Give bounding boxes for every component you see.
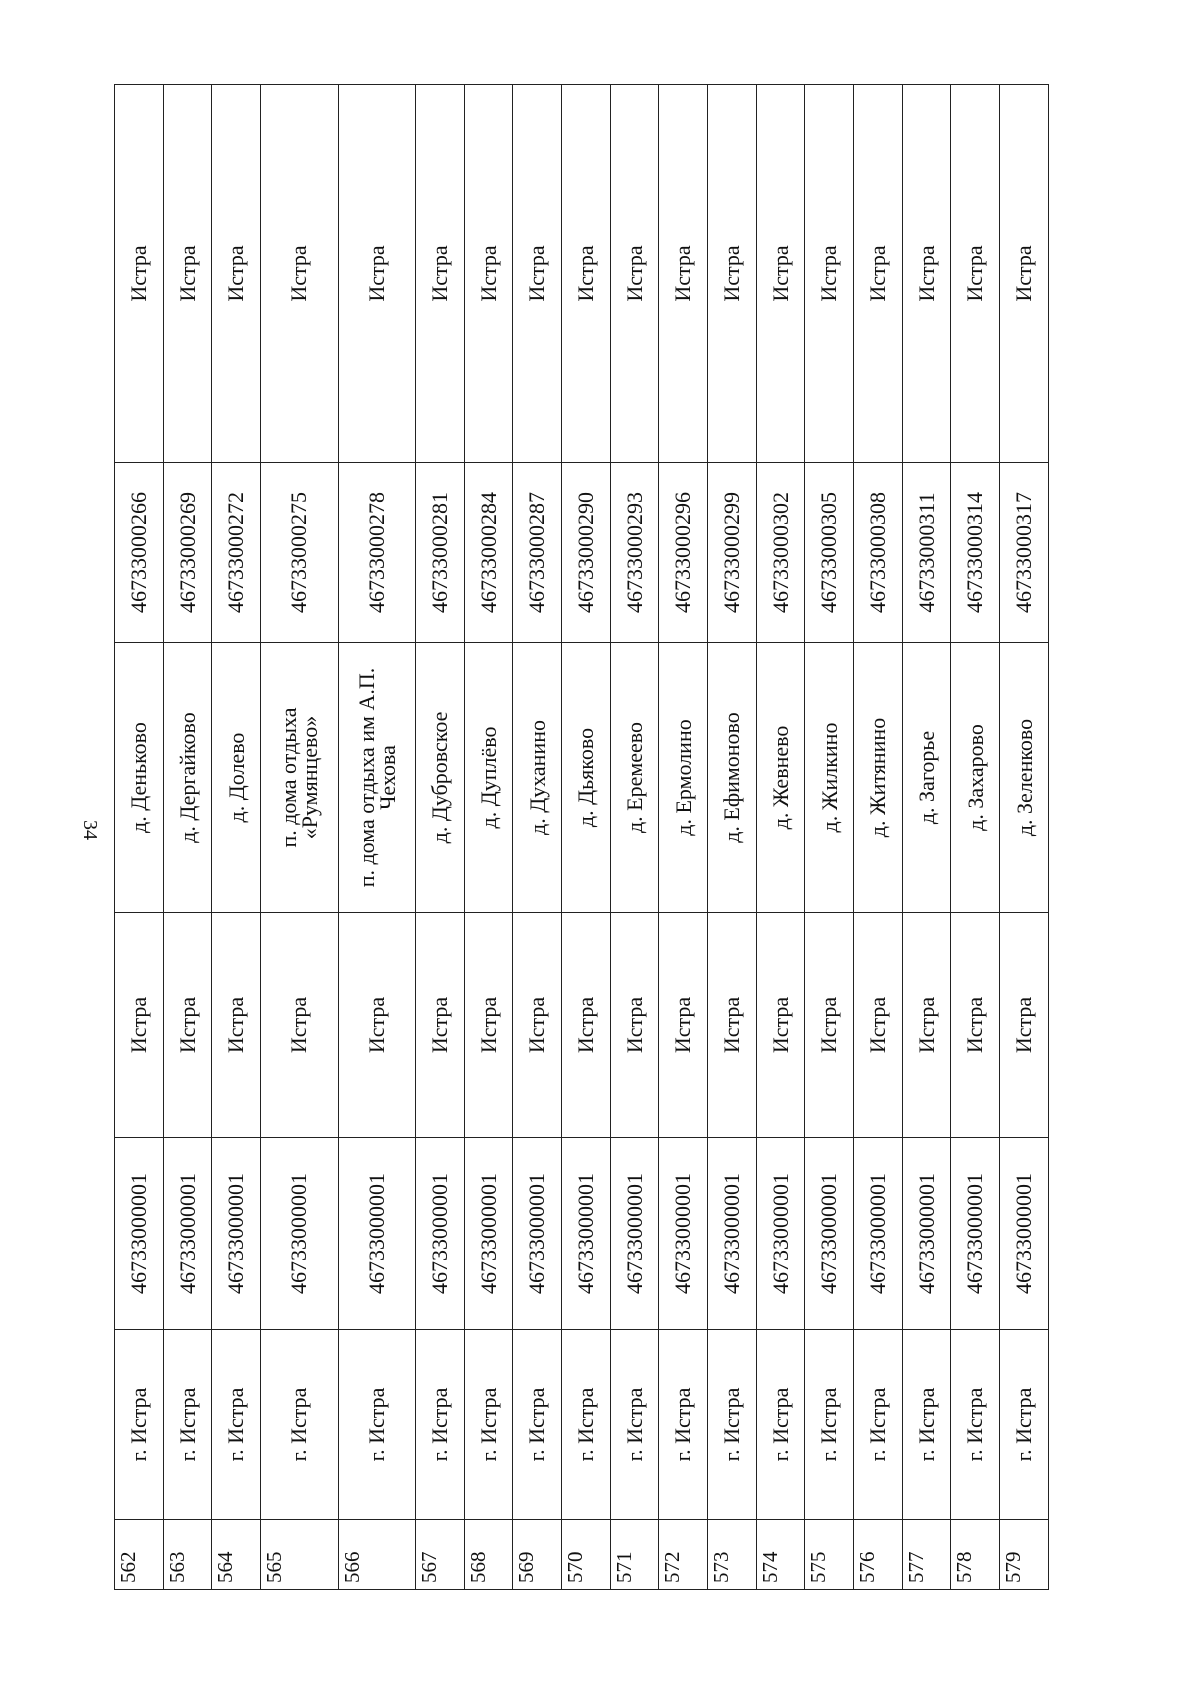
locality-municipality-cell: Истра xyxy=(416,85,465,463)
locality-oktmo-code-cell: 46733000284 xyxy=(464,463,513,643)
locality-cell: п. дома отдыха им А.П. Чехова xyxy=(338,643,416,913)
row-number: 567 xyxy=(416,1520,465,1590)
row-number: 574 xyxy=(756,1520,805,1590)
municipality-cell: Истра xyxy=(212,913,261,1138)
table-row xyxy=(513,85,562,1590)
locality-oktmo-code-cell: 46733000317 xyxy=(1000,463,1049,643)
settlement-cell: г. Истра xyxy=(416,1330,465,1520)
oktmo-code-cell: 46733000001 xyxy=(1000,1138,1049,1330)
oktmo-code-cell: 46733000001 xyxy=(659,1138,708,1330)
municipality-cell: Истра xyxy=(659,913,708,1138)
locality-oktmo-code-cell: 46733000266 xyxy=(115,463,164,643)
settlement-cell: г. Истра xyxy=(212,1330,261,1520)
settlement-cell: г. Истра xyxy=(261,1330,339,1520)
locality-oktmo-code-cell: 46733000287 xyxy=(513,463,562,643)
locality-cell: д. Духанино xyxy=(513,643,562,913)
locality-municipality-cell: Истра xyxy=(163,85,212,463)
table-row xyxy=(902,85,951,1590)
table-row xyxy=(951,85,1000,1590)
row-number: 571 xyxy=(610,1520,659,1590)
locality-municipality-cell: Истра xyxy=(115,85,164,463)
row-number: 579 xyxy=(1000,1520,1049,1590)
table-row xyxy=(464,85,513,1590)
locality-municipality-cell: Истра xyxy=(513,85,562,463)
locality-cell: д. Дьяково xyxy=(562,643,611,913)
municipality-cell: Истра xyxy=(708,913,757,1138)
municipality-cell: Истра xyxy=(163,913,212,1138)
locality-oktmo-code-cell: 46733000308 xyxy=(854,463,903,643)
table-row xyxy=(854,85,903,1590)
settlement-cell: г. Истра xyxy=(464,1330,513,1520)
municipality-cell: Истра xyxy=(115,913,164,1138)
locality-cell: д. Долево xyxy=(212,643,261,913)
row-number: 562 xyxy=(115,1520,164,1590)
locality-cell: д. Жевнево xyxy=(756,643,805,913)
locality-cell: д. Зеленково xyxy=(1000,643,1049,913)
locality-cell: д. Загорье xyxy=(902,643,951,913)
locality-cell: д. Деньково xyxy=(115,643,164,913)
locality-municipality-cell: Истра xyxy=(708,85,757,463)
municipality-cell: Истра xyxy=(513,913,562,1138)
settlement-cell: г. Истра xyxy=(115,1330,164,1520)
municipality-cell: Истра xyxy=(854,913,903,1138)
row-number: 564 xyxy=(212,1520,261,1590)
table-row xyxy=(416,85,465,1590)
locality-municipality-cell: Истра xyxy=(659,85,708,463)
locality-municipality-cell: Истра xyxy=(854,85,903,463)
locality-oktmo-code-cell: 46733000314 xyxy=(951,463,1000,643)
municipality-cell: Истра xyxy=(261,913,339,1138)
table-row xyxy=(805,85,854,1590)
locality-oktmo-code-cell: 46733000275 xyxy=(261,463,339,643)
locality-cell: д. Дергайково xyxy=(163,643,212,913)
oktmo-code-cell: 46733000001 xyxy=(708,1138,757,1330)
row-number: 578 xyxy=(951,1520,1000,1590)
row-number: 570 xyxy=(562,1520,611,1590)
municipality-cell: Истра xyxy=(338,913,416,1138)
locality-oktmo-code-cell: 46733000278 xyxy=(338,463,416,643)
locality-cell: д. Ермолино xyxy=(659,643,708,913)
municipality-cell: Истра xyxy=(756,913,805,1138)
table-row xyxy=(163,85,212,1590)
table-row xyxy=(659,85,708,1590)
table-row xyxy=(610,85,659,1590)
municipality-cell: Истра xyxy=(562,913,611,1138)
row-number: 569 xyxy=(513,1520,562,1590)
oktmo-code-cell: 46733000001 xyxy=(115,1138,164,1330)
locality-municipality-cell: Истра xyxy=(951,85,1000,463)
oktmo-code-cell: 46733000001 xyxy=(805,1138,854,1330)
oktmo-code-cell: 46733000001 xyxy=(338,1138,416,1330)
locality-oktmo-code-cell: 46733000311 xyxy=(902,463,951,643)
locality-cell: д. Ефимоново xyxy=(708,643,757,913)
locality-cell: д. Жилкино xyxy=(805,643,854,913)
locality-municipality-cell: Истра xyxy=(562,85,611,463)
locality-oktmo-code-cell: 46733000296 xyxy=(659,463,708,643)
row-number: 573 xyxy=(708,1520,757,1590)
oktmo-code-cell: 46733000001 xyxy=(756,1138,805,1330)
settlement-cell: г. Истра xyxy=(756,1330,805,1520)
locality-cell: д. Захарово xyxy=(951,643,1000,913)
settlement-cell: г. Истра xyxy=(562,1330,611,1520)
table-row xyxy=(115,85,164,1590)
settlement-cell: г. Истра xyxy=(708,1330,757,1520)
locality-oktmo-code-cell: 46733000272 xyxy=(212,463,261,643)
locality-cell: д. Еремеево xyxy=(610,643,659,913)
table-row xyxy=(756,85,805,1590)
municipality-cell: Истра xyxy=(1000,913,1049,1138)
row-number: 566 xyxy=(338,1520,416,1590)
table-row xyxy=(338,85,416,1590)
settlement-cell: г. Истра xyxy=(854,1330,903,1520)
oktmo-code-cell: 46733000001 xyxy=(513,1138,562,1330)
locality-municipality-cell: Истра xyxy=(261,85,339,463)
municipality-cell: Истра xyxy=(902,913,951,1138)
settlement-cell: г. Истра xyxy=(610,1330,659,1520)
settlement-cell: г. Истра xyxy=(1000,1330,1049,1520)
row-number: 568 xyxy=(464,1520,513,1590)
municipality-cell: Истра xyxy=(610,913,659,1138)
locality-oktmo-code-cell: 46733000290 xyxy=(562,463,611,643)
settlement-cell: г. Истра xyxy=(513,1330,562,1520)
locality-municipality-cell: Истра xyxy=(338,85,416,463)
locality-oktmo-code-cell: 46733000293 xyxy=(610,463,659,643)
oktmo-code-cell: 46733000001 xyxy=(212,1138,261,1330)
locality-municipality-cell: Истра xyxy=(805,85,854,463)
row-number: 572 xyxy=(659,1520,708,1590)
oktmo-code-cell: 46733000001 xyxy=(163,1138,212,1330)
row-number: 565 xyxy=(261,1520,339,1590)
oktmo-code-cell: 46733000001 xyxy=(562,1138,611,1330)
municipality-cell: Истра xyxy=(416,913,465,1138)
locality-municipality-cell: Истра xyxy=(212,85,261,463)
locality-municipality-cell: Истра xyxy=(902,85,951,463)
locality-oktmo-code-cell: 46733000305 xyxy=(805,463,854,643)
oktmo-code-cell: 46733000001 xyxy=(951,1138,1000,1330)
oktmo-code-cell: 46733000001 xyxy=(902,1138,951,1330)
settlement-cell: г. Истра xyxy=(659,1330,708,1520)
table-row xyxy=(261,85,339,1590)
table-row xyxy=(562,85,611,1590)
municipality-cell: Истра xyxy=(951,913,1000,1138)
table-body xyxy=(115,85,1049,1590)
settlement-cell: г. Истра xyxy=(951,1330,1000,1520)
row-number: 577 xyxy=(902,1520,951,1590)
locality-oktmo-code-cell: 46733000269 xyxy=(163,463,212,643)
oktmo-code-cell: 46733000001 xyxy=(416,1138,465,1330)
locality-oktmo-code-cell: 46733000299 xyxy=(708,463,757,643)
oktmo-code-cell: 46733000001 xyxy=(610,1138,659,1330)
table-row xyxy=(1000,85,1049,1590)
locality-cell: д. Житянино xyxy=(854,643,903,913)
locality-cell: д. Дуплёво xyxy=(464,643,513,913)
page-number: 34 xyxy=(79,820,101,840)
locality-cell: д. Дубровское xyxy=(416,643,465,913)
locality-oktmo-code-cell: 46733000281 xyxy=(416,463,465,643)
settlement-cell: г. Истра xyxy=(805,1330,854,1520)
table-row xyxy=(708,85,757,1590)
row-number: 576 xyxy=(854,1520,903,1590)
settlements-table xyxy=(114,84,1049,1590)
locality-municipality-cell: Истра xyxy=(1000,85,1049,463)
oktmo-code-cell: 46733000001 xyxy=(464,1138,513,1330)
locality-oktmo-code-cell: 46733000302 xyxy=(756,463,805,643)
row-number: 563 xyxy=(163,1520,212,1590)
locality-municipality-cell: Истра xyxy=(464,85,513,463)
settlement-cell: г. Истра xyxy=(902,1330,951,1520)
oktmo-code-cell: 46733000001 xyxy=(261,1138,339,1330)
locality-cell: п. дома отдыха «Румянцево» xyxy=(261,643,339,913)
table-row xyxy=(212,85,261,1590)
settlement-cell: г. Истра xyxy=(163,1330,212,1520)
row-number: 575 xyxy=(805,1520,854,1590)
oktmo-code-cell: 46733000001 xyxy=(854,1138,903,1330)
locality-municipality-cell: Истра xyxy=(756,85,805,463)
settlement-cell: г. Истра xyxy=(338,1330,416,1520)
rotated-table-wrapper xyxy=(114,85,1049,1590)
municipality-cell: Истра xyxy=(805,913,854,1138)
locality-municipality-cell: Истра xyxy=(610,85,659,463)
municipality-cell: Истра xyxy=(464,913,513,1138)
